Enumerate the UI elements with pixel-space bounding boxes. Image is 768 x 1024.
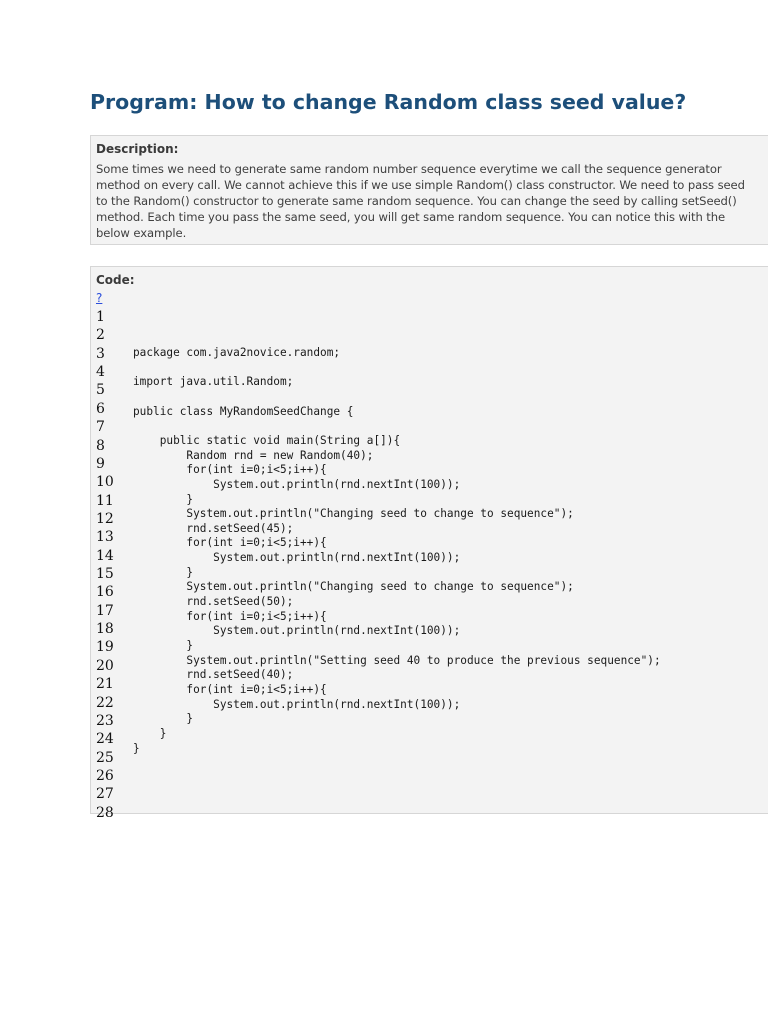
description-line: to the Random() constructor to generate same random sequence. You can change the seed by calling setSeed() bbox=[96, 194, 737, 208]
line-number: 12 bbox=[96, 510, 114, 527]
line-number: 10 bbox=[96, 474, 114, 491]
line-number: 20 bbox=[96, 657, 114, 674]
code-line: } bbox=[133, 565, 194, 579]
line-number: 6 bbox=[96, 400, 105, 417]
description-line: method. Each time you pass the same seed, you will get same random sequence. You can notice this with the bbox=[96, 210, 726, 224]
line-number: 4 bbox=[96, 364, 105, 381]
code-line: System.out.println("Changing seed to change to sequence"); bbox=[133, 507, 574, 521]
line-number: 26 bbox=[96, 768, 114, 784]
code-line: Random rnd = new Random(40); bbox=[133, 448, 374, 462]
code-line: public class MyRandomSeedChange { bbox=[133, 404, 354, 418]
line-number: 18 bbox=[96, 621, 114, 638]
line-number: 1 bbox=[96, 309, 105, 325]
line-number: 2 bbox=[96, 327, 105, 344]
code-line: import java.util.Random; bbox=[133, 375, 294, 389]
line-number: 11 bbox=[96, 492, 114, 509]
code-label: Code: bbox=[96, 273, 135, 287]
code-line: } bbox=[133, 741, 140, 755]
code-line: rnd.setSeed(40); bbox=[133, 668, 294, 682]
code-line: for(int i=0;i<5;i++){ bbox=[133, 463, 327, 477]
code-line: } bbox=[133, 712, 194, 726]
line-number: 21 bbox=[96, 676, 114, 693]
line-number: 24 bbox=[96, 731, 114, 748]
code-line: package com.java2novice.random; bbox=[133, 346, 341, 359]
code-line: System.out.println(rnd.nextInt(100)); bbox=[133, 551, 461, 565]
code-line: for(int i=0;i<5;i++){ bbox=[133, 682, 327, 696]
line-number: 15 bbox=[96, 566, 114, 583]
line-number: 16 bbox=[96, 584, 114, 601]
code-line: public static void main(String a[]){ bbox=[133, 433, 401, 447]
line-number: 23 bbox=[96, 712, 114, 729]
code-line: System.out.println("Changing seed to change to sequence"); bbox=[133, 580, 574, 594]
code-line: } bbox=[133, 492, 194, 506]
line-number: 3 bbox=[96, 345, 105, 362]
line-number: 5 bbox=[96, 382, 105, 399]
line-number: 9 bbox=[96, 455, 105, 472]
description-panel bbox=[90, 135, 768, 245]
line-number: 27 bbox=[96, 786, 114, 803]
code-line: } bbox=[133, 639, 194, 652]
code-line: for(int i=0;i<5;i++){ bbox=[133, 536, 327, 550]
code-line: System.out.println(rnd.nextInt(100)); bbox=[133, 697, 461, 711]
line-number: 22 bbox=[96, 694, 114, 711]
line-number: 13 bbox=[96, 529, 114, 546]
code-line: System.out.println("Setting seed 40 to produce the previous sequence"); bbox=[133, 653, 661, 667]
description-text bbox=[96, 161, 768, 241]
code-line: System.out.println(rnd.nextInt(100)); bbox=[133, 477, 461, 491]
description-label: Description: bbox=[96, 142, 179, 156]
line-number: 14 bbox=[96, 547, 114, 564]
line-number: 7 bbox=[96, 419, 105, 436]
line-number: 19 bbox=[96, 639, 114, 656]
code-line: } bbox=[133, 726, 167, 740]
page-title: Program: How to change Random class seed value? bbox=[90, 90, 687, 114]
code-line: rnd.setSeed(50); bbox=[133, 595, 294, 609]
description-line: method on every call. We cannot achieve this if we use simple Random() class constructor. We need to pass seed bbox=[96, 178, 745, 192]
line-number: 25 bbox=[96, 749, 114, 766]
code-line: System.out.println(rnd.nextInt(100)); bbox=[133, 624, 461, 638]
code-help-link[interactable]: ? bbox=[96, 291, 103, 305]
line-number: 8 bbox=[96, 437, 105, 454]
description-line: Some times we need to generate same random number sequence everytime we call the sequence generator bbox=[96, 162, 722, 176]
description-line: below example. bbox=[96, 226, 187, 240]
code-line: for(int i=0;i<5;i++){ bbox=[133, 609, 327, 623]
line-number: 17 bbox=[96, 602, 114, 619]
line-number: 28 bbox=[96, 804, 114, 821]
code-panel bbox=[90, 266, 768, 821]
code-line: rnd.setSeed(45); bbox=[133, 521, 294, 535]
